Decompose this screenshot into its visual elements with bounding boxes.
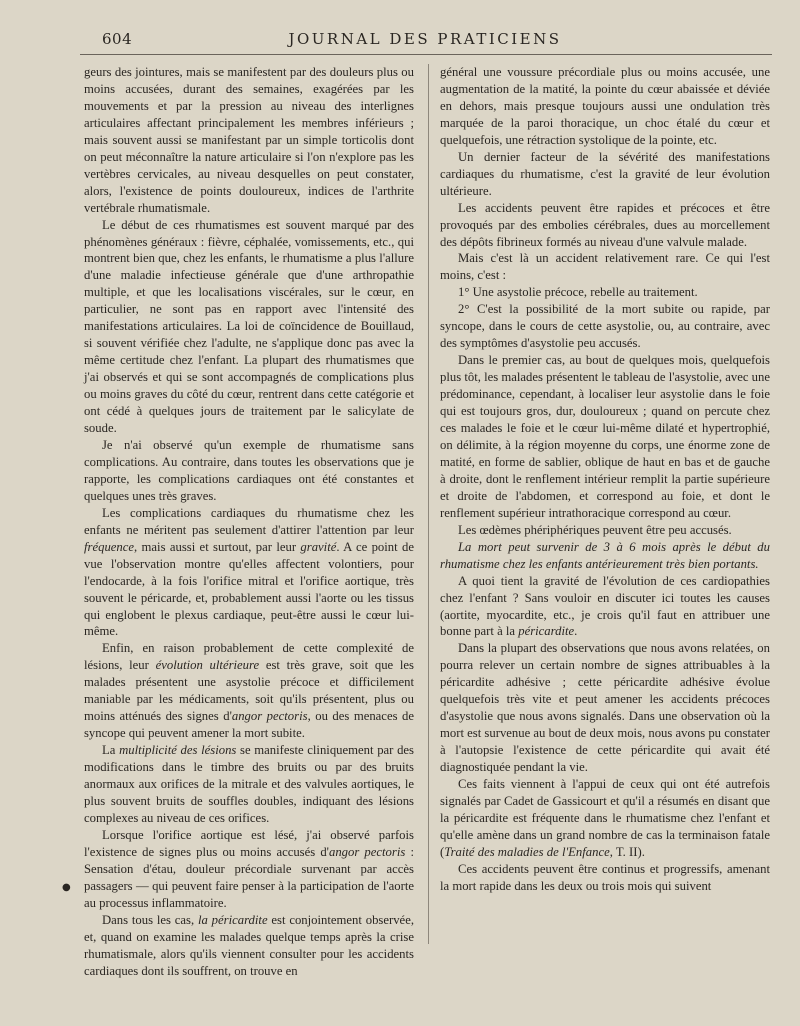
paragraph: Dans la plupart des observations que nous avons relatées, on pourra relever un certain nombre de signes attribuables à la péricardite adhésive ; cette péricardite adhésive évolue quelquefois très vite et peut amener les accidents précoces d'asystolie que nous avons signalés. Dans une observation où la mort est survenue au bout de deux mois, nous avons pu constater à l'autopsie l'existence de cette péricardite qui avait été diagnostiquée pendant la vie.: [440, 641, 770, 775]
text-run: est conjointement observée, et, quand on examine les malades quelque temps après la crise rhumatismale, alors qu'ils viennent consulter pour les accidents cardiaques dont ils souffrent, on trouve en: [84, 912, 414, 978]
text-run: , T. II).: [609, 844, 645, 859]
left-column: [84, 64, 414, 979]
paragraph: Dans le premier cas, au bout de quelques mois, quelquefois plus tôt, les malades présentent le tableau de l'asystolie, avec une prédominance, cependant, à localiser leur asystolie dans le foie qui est toujours gros, dur, douloureux ; quand on percute chez ces malades le foie et le cœur lui-même dilaté et hypertrophié, on délimite, à la région moyenne du corps, une énorme zone de matité, en forme de sablier, oblique de haut en bas et de gauche à droite, dont le renflement intérieur remplit la partie supérieure et droite de l'abdomen, et correspond au foie, et dont le renflement supérieur intrathoracique correspond au cœur.: [440, 353, 770, 520]
text-run: Dans tous les cas,: [102, 912, 198, 927]
paragraph: [440, 776, 770, 861]
paragraph: [84, 827, 414, 912]
text-run: .: [574, 624, 578, 639]
text-run: Enfin, en raison probablement de cette complexité de lésions, leur: [84, 641, 414, 673]
paragraph: Je n'ai observé qu'un exemple de rhumatisme sans complications. Au contraire, dans toutes les observations que je rapporte, les complications cardiaques ont été constantes et quelques unes très graves.: [84, 437, 414, 503]
italic-run: multiplicité des lésions: [119, 743, 237, 758]
margin-bullet-mark: ●: [62, 882, 71, 893]
paragraph: [84, 912, 414, 980]
paragraph: 2° C'est la possibilité de la mort subite ou rapide, par syncope, dans le cours de cette asystolie, ou, au contraire, avec des symptômes d'asystolie peu accusés.: [440, 302, 770, 351]
paragraph: Un dernier facteur de la sévérité des manifestations cardiaques du rhumatisme, c'est la gravité de leur évolution ultérieure.: [440, 149, 770, 198]
text-run: . A ce point de vue l'observation montre qu'elles affectent volontiers, pour l'endocarde, à la fois l'orifice mitral et l'orifice aortique, très souvent le péricarde, et, probablement aussi l'aorte ou les tissus qui englobent le plexus cardiaque, peut-être aussi le cœur lui-même.: [84, 539, 414, 639]
text-run: Lorsque l'orifice aortique est lésé, j'ai observé parfois l'existence de signes plus ou moins accusés d': [84, 827, 414, 859]
text-run: Les complications cardiaques du rhumatisme chez les enfants ne méritent pas seulement d'attirer l'attention par leur: [84, 505, 414, 537]
italic-run: péricardite: [518, 624, 575, 639]
text-run: est très grave, soit que les malades présentent une asystolie précoce et difficilement maniable par les médicaments, soit qu'ils présentent, plus ou moins atténués des signes d': [84, 658, 414, 724]
paragraph: Ces accidents peuvent être continus et progressifs, amenant la mort rapide dans les deux ou trois mois qui suivent: [440, 861, 770, 893]
italic-run: fréquence: [84, 539, 135, 554]
text-run: , mais aussi et surtout, par leur: [134, 539, 301, 554]
text-run: : Sensation d'étau, douleur précordiale survenant par accès passagers — qui peuvent faire penser à la participation de l'aorte au processus inflammatoire.: [84, 844, 414, 910]
header-rule: [80, 54, 772, 55]
paragraph: [84, 742, 414, 827]
right-column: [440, 64, 770, 895]
paragraph: [440, 539, 770, 573]
italic-run: la péricardite: [197, 912, 268, 927]
italic-run: Traité des maladies de l'Enfance: [444, 844, 610, 859]
paragraph: Les accidents peuvent être rapides et précoces et être provoqués par des embolies cérébrales, dues au morcellement des dépôts fibrineux formés au niveau d'une valvule malade.: [440, 200, 770, 249]
italic-run: gravité: [300, 539, 337, 554]
paragraph: [84, 505, 414, 641]
text-run: La: [102, 743, 120, 758]
italic-run: évolution ultérieure: [155, 658, 260, 673]
running-title: JOURNAL DES PRATICIENS: [288, 30, 562, 48]
paragraph: [84, 640, 414, 742]
text-run: Ces faits viennent à l'appui de ceux qui ont été autrefois signalés par Cadet de Gassicourt et qu'il a résumés en disant que la péricardite est fréquente dans le rhumatisme chez l'enfant et qu'elle amène dans un grand nombre de cas la terminaison fatale (: [440, 777, 770, 859]
text-run: , ou des menaces de syncope qui peuvent amener la mort subite.: [84, 709, 414, 741]
paragraph: Les œdèmes phériphériques peuvent être peu accusés.: [458, 522, 732, 537]
italic-run: angor pectoris: [328, 844, 406, 859]
page-number: 604: [102, 30, 133, 48]
paragraph: [440, 573, 770, 641]
column-divider: [428, 64, 429, 944]
paragraph: 1° Une asystolie précoce, rebelle au traitement.: [458, 285, 698, 300]
italic-run: La mort peut survenir de 3 à 6 mois après le début du rhumatisme chez les enfants antérieurement très bien portants.: [440, 539, 770, 571]
paragraph: Le début de ces rhumatismes est souvent marqué par des phénomènes généraux : fièvre, céphalée, vomissements, etc., qui montrent bien que, chez les enfants, le rhumatisme a plus l'allure d'une maladie infectieuse générale que d'une arthropathie multiple, et que les localisations viscérales, sur le cœur, en particulier, ne sont pas en rapport avec l'intensité des manifestations articulaires. La loi de coïncidence de Bouillaud, si souvent vérifiée chez l'adulte, ne s'applique donc pas avec la même certitude chez l'enfant. La plupart des rhumatismes que j'ai observés et qui se sont accompagnés de complications plus ou moins graves du côté du cœur, rentrent dans cette catégorie et ont cédé à quelques jours de traitement par le salicylate de soude.: [84, 217, 414, 436]
text-run: A quoi tient la gravité de l'évolution de ces cardiopathies chez l'enfant ? Sans vouloir en discuter ici toutes les causes (aortite, myocardite, etc., je crois qu'il faut en attribuer une bonne part à la: [440, 573, 770, 639]
italic-run: angor pectoris: [231, 709, 308, 724]
paragraph: Mais c'est là un accident relativement rare. Ce qui l'est moins, c'est :: [440, 251, 770, 283]
paragraph: geurs des jointures, mais se manifestent par des douleurs plus ou moins accusées, durant des semaines, exagérées par les mouvements et par la pression au niveau des interlignes articulaires affectant principalement les membres inférieurs ; mais souvent aussi se manifestant par un simple torticolis dont on peut méconnaître la nature articulaire si l'on n'explore pas les vertèbres cervicales, au niveau desquelles on peut constater, alors, l'existence de points douloureux, indices de l'arthrite vertébrale rhumatismale.: [84, 65, 414, 215]
page-header: [80, 30, 770, 54]
text-run: se manifeste cliniquement par des modifications dans le timbre des bruits ou par des bruits anormaux aux orifices de la mitrale et des valvules aortiques, le plus souvent bruits de souffles doubles, indiquant des lésions complexes au niveau de ces orifices.: [84, 743, 414, 825]
paragraph: général une voussure précordiale plus ou moins accusée, une augmentation de la matité, la pointe du cœur abaissée et déviée en dehors, mais presque toujours aussi une ondulation très marquée de la paroi thoracique, un choc étalé du cœur et quelquefois, une rétraction systolique de la pointe, etc.: [440, 65, 770, 147]
